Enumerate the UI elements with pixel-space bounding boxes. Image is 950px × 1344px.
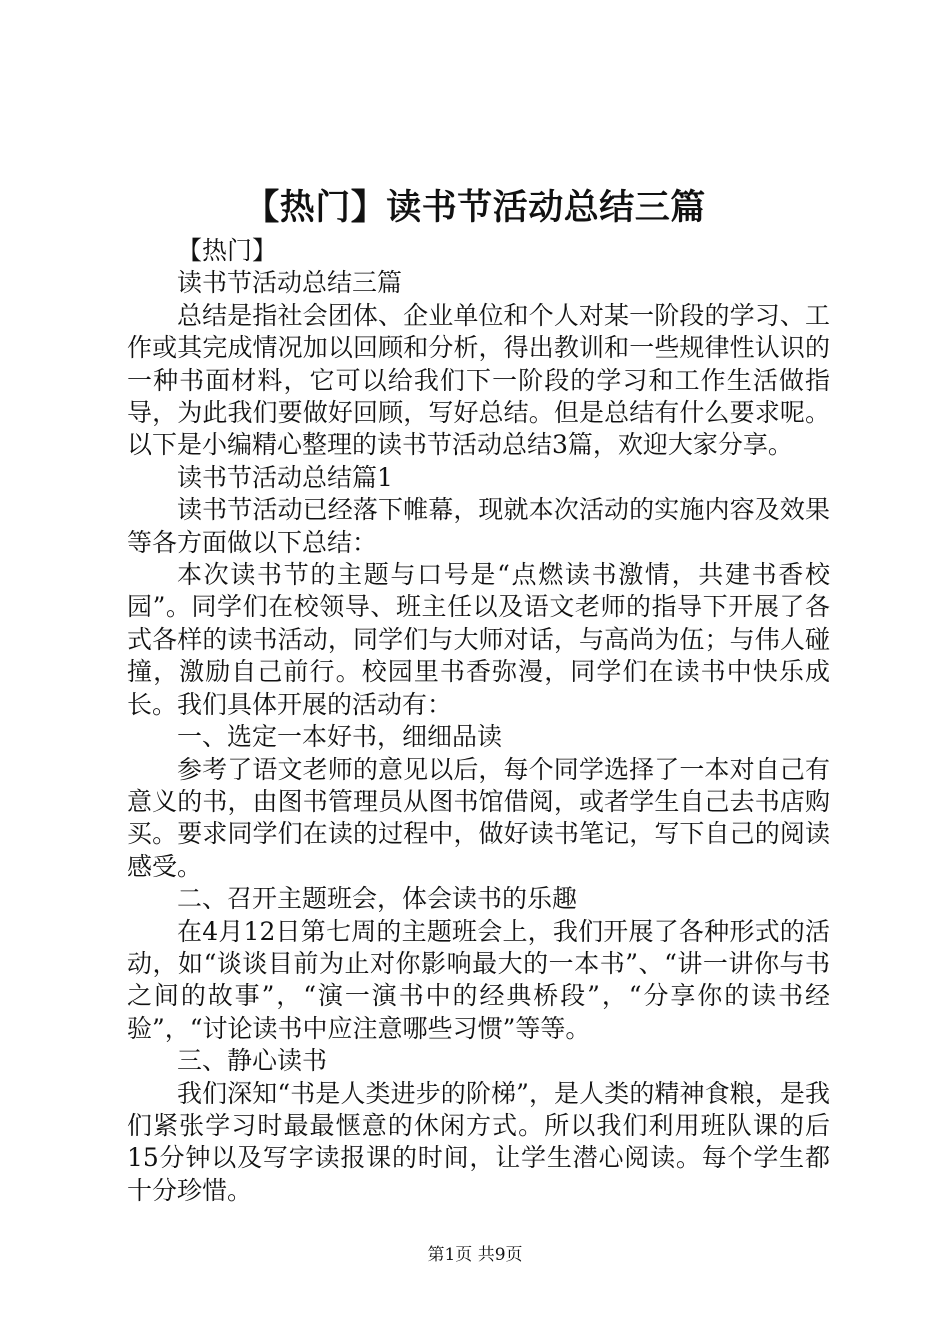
page-footer: 第1页 共9页 bbox=[427, 1245, 523, 1265]
paragraph: 读书节活动已经落下帷幕，现就本次活动的实施内容及效果等各方面做以下总结： bbox=[127, 495, 830, 557]
paragraph-subtitle: 读书节活动总结三篇 bbox=[177, 268, 403, 298]
section-heading-2: 二、召开主题班会，体会读书的乐趣 bbox=[177, 884, 578, 914]
section-heading-3: 三、静心读书 bbox=[177, 1046, 328, 1076]
document-title: 【热门】读书节活动总结三篇 bbox=[244, 187, 706, 228]
paragraph: 本次读书节的主题与口号是“点燃读书激情，共建书香校园”。同学们在校领导、班主任以及语文老师的指导下开展了各式各样的读书活动，同学们与大师对话，与高尚为伍；与伟人碰撞，激励自己前行。校园里书香弥漫，同学们在读书中快乐成长。我们具体开展的活动有： bbox=[127, 560, 830, 719]
section-heading-part1: 读书节活动总结篇1 bbox=[177, 462, 393, 492]
paragraph: 在4月12日第七周的主题班会上，我们开展了各种形式的活动，如“谈谈目前为止对你影响最大的一本书”、“讲一讲你与书之间的故事”，“演一演书中的经典桥段”，“分享你的读书经验”，“讨论读书中应注意哪些习惯”等等。 bbox=[127, 916, 830, 1043]
paragraph-intro: 总结是指社会团体、企业单位和个人对某一阶段的学习、工作或其完成情况加以回顾和分析，得出教训和一些规律性认识的一种书面材料，它可以给我们下一阶段的学习和工作生活做指导，为此我们要做好回顾，写好总结。但是总结有什么要求呢。以下是小编精心整理的读书节活动总结3篇，欢迎大家分享。 bbox=[127, 300, 830, 460]
section-heading-1: 一、选定一本好书，细细品读 bbox=[177, 722, 503, 752]
paragraph-tag: 【热门】 bbox=[177, 236, 278, 265]
document-body bbox=[127, 235, 830, 1207]
paragraph: 参考了语文老师的意见以后，每个同学选择了一本对自己有意义的书，由图书管理员从图书馆借阅，或者学生自己去书店购买。要求同学们在读的过程中，做好读书笔记，写下自己的阅读感受。 bbox=[127, 754, 830, 881]
paragraph: 我们深知“书是人类进步的阶梯”，是人类的精神食粮，是我们紧张学习时最最惬意的休闲方式。所以我们利用班队课的后15分钟以及写字读报课的时间，让学生潜心阅读。每个学生都十分珍惜。 bbox=[127, 1078, 830, 1205]
